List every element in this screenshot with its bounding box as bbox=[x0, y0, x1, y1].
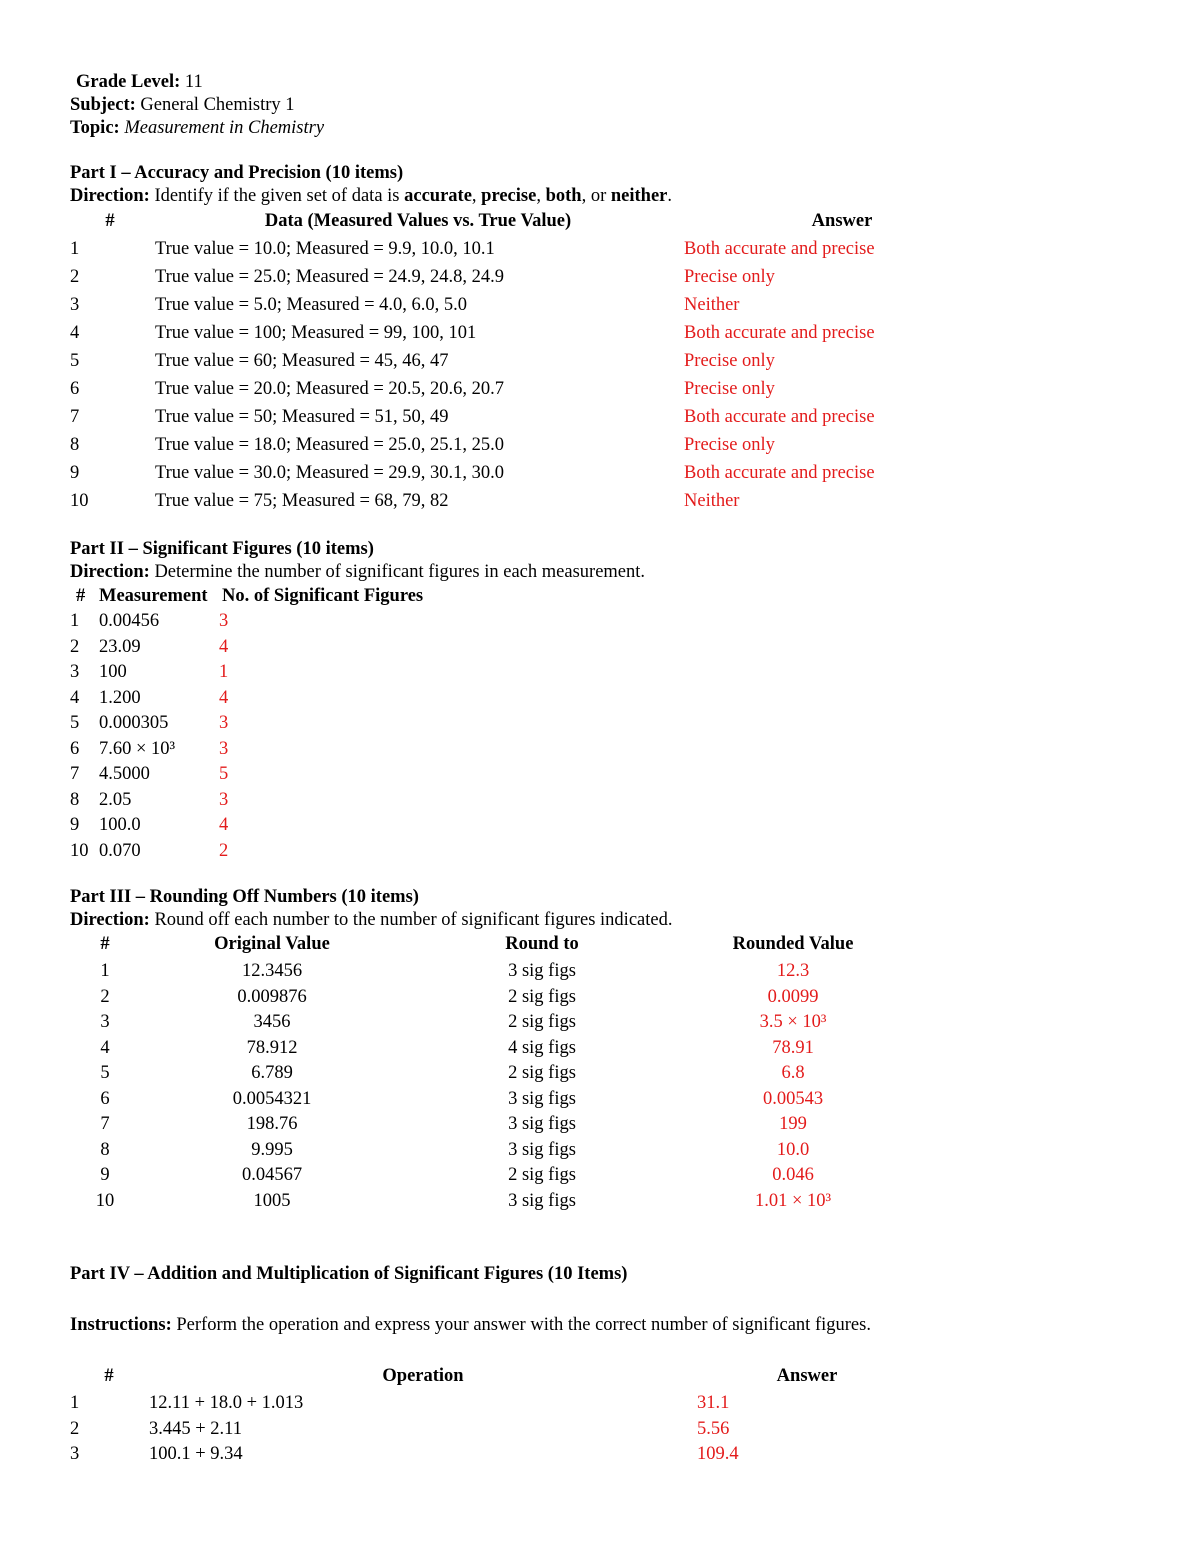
original-value: 0.0054321 bbox=[232, 1088, 312, 1109]
measurement: 2.05 bbox=[99, 789, 132, 810]
part4-col-answer: Answer bbox=[776, 1366, 838, 1386]
answer: 31.1 bbox=[697, 1393, 730, 1413]
round-to: 4 sig figs bbox=[508, 1037, 576, 1058]
answer: 3 bbox=[219, 789, 229, 810]
original-value: 3456 bbox=[253, 1012, 291, 1032]
row-number: 4 bbox=[100, 1037, 110, 1058]
measurement: 0.00456 bbox=[99, 611, 160, 631]
rounded-value: 0.046 bbox=[772, 1165, 814, 1185]
part2-col-answer: No. of Significant Figures bbox=[222, 586, 424, 606]
answer: 3 bbox=[219, 738, 229, 759]
part4-instructions: Instructions: Perform the operation and express your answer with the correct number of significant figures. bbox=[70, 1315, 871, 1335]
row-number: 1 bbox=[100, 961, 110, 981]
answer: Precise only bbox=[684, 267, 775, 287]
part3-col-num: # bbox=[100, 934, 110, 954]
rounded-value: 1.01 × 10³ bbox=[754, 1190, 832, 1211]
row-number: 7 bbox=[100, 1114, 110, 1134]
original-value: 198.76 bbox=[246, 1114, 298, 1134]
answer: 3 bbox=[219, 713, 229, 733]
measured-data: True value = 25.0; Measured = 24.9, 24.8, 24.9 bbox=[155, 267, 505, 287]
row-number: 1 bbox=[70, 611, 80, 631]
measurement: 23.09 bbox=[99, 636, 141, 657]
measured-data: True value = 100; Measured = 99, 100, 101 bbox=[155, 323, 477, 343]
answer: Precise only bbox=[684, 435, 775, 455]
term-accurate: accurate bbox=[404, 186, 472, 206]
measured-data: True value = 18.0; Measured = 25.0, 25.1, 25.0 bbox=[155, 435, 505, 455]
row-number: 7 bbox=[70, 764, 80, 784]
answer: 4 bbox=[219, 687, 229, 708]
part3-direction-label: Direction: bbox=[70, 910, 150, 930]
rounded-value: 12.3 bbox=[776, 961, 810, 981]
part1-col-data: Data (Measured Values vs. True Value) bbox=[264, 211, 572, 231]
original-value: 1005 bbox=[253, 1190, 291, 1211]
answer: Both accurate and precise bbox=[684, 239, 875, 259]
row-number: 6 bbox=[100, 1088, 110, 1109]
row-number: 10 bbox=[95, 1190, 115, 1211]
row-number: 2 bbox=[70, 636, 80, 657]
measurement: 100 bbox=[99, 662, 127, 682]
grade-level-value: 11 bbox=[184, 72, 203, 92]
row-number: 9 bbox=[70, 463, 80, 483]
measured-data: True value = 10.0; Measured = 9.9, 10.0, 10.1 bbox=[155, 239, 495, 259]
round-to: 3 sig figs bbox=[508, 1114, 576, 1134]
part4-col-num: # bbox=[104, 1366, 114, 1386]
answer: 1 bbox=[219, 662, 229, 682]
part3-col-original: Original Value bbox=[214, 934, 330, 954]
original-value: 9.995 bbox=[251, 1139, 293, 1160]
round-to: 2 sig figs bbox=[508, 1063, 576, 1083]
row-number: 4 bbox=[70, 687, 80, 708]
row-number: 5 bbox=[70, 713, 80, 733]
row-number: 7 bbox=[70, 407, 80, 427]
original-value: 78.912 bbox=[246, 1037, 298, 1058]
answer: Precise only bbox=[684, 351, 775, 371]
part3-direction: Direction: Round off each number to the number of significant figures indicated. bbox=[70, 910, 673, 930]
answer: 4 bbox=[219, 636, 229, 657]
row-number: 8 bbox=[70, 789, 80, 810]
round-to: 2 sig figs bbox=[508, 1012, 576, 1032]
row-number: 10 bbox=[70, 491, 89, 511]
row-number: 5 bbox=[70, 351, 80, 371]
part2-direction: Direction: Determine the number of significant figures in each measurement. bbox=[70, 562, 646, 582]
row-number: 10 bbox=[70, 840, 89, 861]
rounded-value: 78.91 bbox=[772, 1037, 814, 1058]
grade-level-line bbox=[76, 73, 203, 92]
subject-value: General Chemistry 1 bbox=[140, 95, 295, 115]
operation: 100.1 + 9.34 bbox=[149, 1444, 243, 1464]
rounded-value: 199 bbox=[779, 1114, 807, 1134]
measured-data: True value = 20.0; Measured = 20.5, 20.6, 20.7 bbox=[155, 379, 505, 399]
answer: 5 bbox=[219, 764, 229, 784]
term-neither: neither bbox=[610, 186, 668, 206]
measured-data: True value = 60; Measured = 45, 46, 47 bbox=[155, 351, 449, 371]
term-both: both bbox=[545, 186, 582, 206]
measurement: 1.200 bbox=[99, 687, 141, 708]
part4-instructions-label: Instructions: bbox=[70, 1315, 172, 1335]
part2-direction-label: Direction: bbox=[70, 562, 150, 582]
part2-title: Part II – Significant Figures (10 items) bbox=[70, 539, 374, 559]
rounded-value: 3.5 × 10³ bbox=[759, 1012, 827, 1032]
original-value: 6.789 bbox=[251, 1063, 293, 1083]
row-number: 8 bbox=[70, 435, 80, 455]
rounded-value: 0.0099 bbox=[767, 986, 819, 1007]
row-number: 1 bbox=[70, 239, 80, 259]
measured-data: True value = 50; Measured = 51, 50, 49 bbox=[155, 407, 449, 427]
row-number: 3 bbox=[70, 1444, 80, 1464]
answer: 5.56 bbox=[697, 1418, 730, 1439]
grade-level-label: Grade Level: bbox=[76, 72, 181, 92]
topic-line bbox=[70, 119, 324, 138]
row-number: 2 bbox=[70, 267, 80, 287]
row-number: 3 bbox=[70, 662, 80, 682]
measured-data: True value = 75; Measured = 68, 79, 82 bbox=[155, 491, 449, 511]
rounded-value: 0.00543 bbox=[762, 1088, 824, 1109]
part1-direction-label: Direction: bbox=[70, 186, 150, 206]
subject-label: Subject: bbox=[70, 95, 136, 115]
part3-col-rounded: Rounded Value bbox=[732, 934, 854, 954]
round-to: 3 sig figs bbox=[508, 1088, 576, 1109]
measurement: 0.000305 bbox=[99, 713, 169, 733]
row-number: 4 bbox=[70, 323, 80, 343]
original-value: 12.3456 bbox=[241, 961, 303, 981]
answer: Both accurate and precise bbox=[684, 407, 875, 427]
original-value: 0.009876 bbox=[237, 986, 307, 1007]
answer: Neither bbox=[684, 491, 740, 511]
answer: Precise only bbox=[684, 379, 775, 399]
original-value: 0.04567 bbox=[241, 1165, 303, 1185]
row-number: 6 bbox=[70, 379, 80, 399]
part3-col-round-to: Round to bbox=[505, 934, 579, 954]
round-to: 2 sig figs bbox=[508, 1165, 576, 1185]
measurement: 4.5000 bbox=[99, 764, 150, 784]
measured-data: True value = 5.0; Measured = 4.0, 6.0, 5.0 bbox=[155, 295, 468, 315]
part1-title: Part I – Accuracy and Precision (10 items) bbox=[70, 163, 404, 183]
round-to: 3 sig figs bbox=[508, 961, 576, 981]
rounded-value: 6.8 bbox=[781, 1063, 805, 1083]
row-number: 5 bbox=[100, 1063, 110, 1083]
topic-label: Topic: bbox=[70, 118, 120, 138]
measurement: 0.070 bbox=[99, 840, 141, 861]
operation: 12.11 + 18.0 + 1.013 bbox=[149, 1393, 304, 1413]
part1-col-num: # bbox=[105, 211, 115, 231]
part1-direction: Direction: Identify if the given set of data is accurate, precise, both, or neither. bbox=[70, 186, 672, 206]
part4-col-operation: Operation bbox=[382, 1366, 464, 1386]
operation: 3.445 + 2.11 bbox=[149, 1418, 242, 1439]
answer: 109.4 bbox=[697, 1444, 739, 1464]
answer: Both accurate and precise bbox=[684, 323, 875, 343]
row-number: 9 bbox=[70, 815, 80, 835]
measurement: 100.0 bbox=[99, 815, 141, 835]
part2-col-num: # bbox=[76, 586, 86, 606]
row-number: 3 bbox=[100, 1012, 110, 1032]
rounded-value: 10.0 bbox=[776, 1139, 810, 1160]
row-number: 9 bbox=[100, 1165, 110, 1185]
row-number: 2 bbox=[100, 986, 110, 1007]
answer: 2 bbox=[219, 840, 229, 861]
part2-col-measurement: Measurement bbox=[99, 586, 208, 606]
answer: Neither bbox=[684, 295, 740, 315]
row-number: 6 bbox=[70, 738, 80, 759]
answer: 3 bbox=[219, 611, 229, 631]
measurement: 7.60 × 10³ bbox=[99, 738, 176, 759]
term-precise: precise bbox=[481, 186, 537, 206]
measured-data: True value = 30.0; Measured = 29.9, 30.1, 30.0 bbox=[155, 463, 505, 483]
part1-col-answer: Answer bbox=[811, 211, 873, 231]
part3-title: Part III – Rounding Off Numbers (10 items) bbox=[70, 887, 419, 907]
row-number: 8 bbox=[100, 1139, 110, 1160]
part4-title: Part IV – Addition and Multiplication of Significant Figures (10 Items) bbox=[70, 1264, 628, 1284]
round-to: 3 sig figs bbox=[508, 1139, 576, 1160]
answer: 4 bbox=[219, 815, 229, 835]
answer: Both accurate and precise bbox=[684, 463, 875, 483]
row-number: 2 bbox=[70, 1418, 80, 1439]
topic-value: Measurement in Chemistry bbox=[124, 118, 325, 138]
round-to: 3 sig figs bbox=[508, 1190, 576, 1211]
round-to: 2 sig figs bbox=[508, 986, 576, 1007]
subject-line bbox=[70, 96, 295, 115]
row-number: 1 bbox=[70, 1393, 80, 1413]
row-number: 3 bbox=[70, 295, 80, 315]
